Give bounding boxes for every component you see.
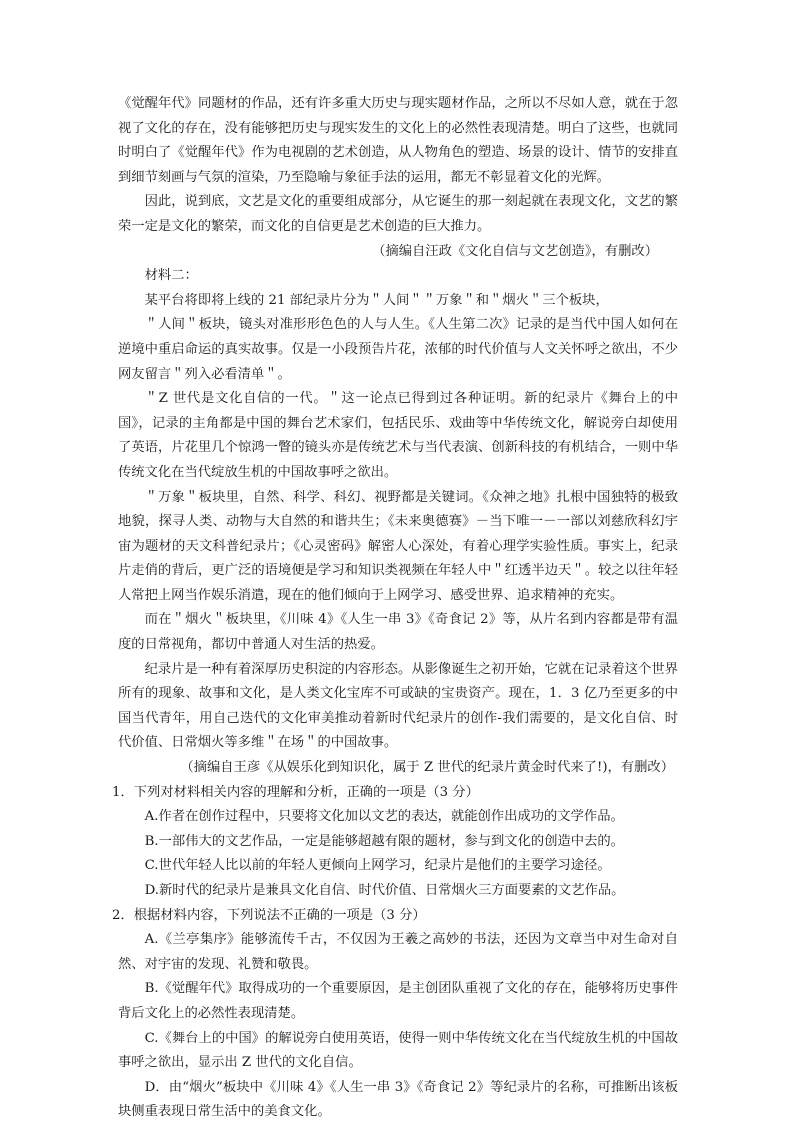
material2-paragraph: ＂万象＂板块里，自然、科学、科幻、视野都是关键词。《众神之地》扎根中国独特的极致地貌，探寻人类、动物与大自然的和谐共生；《未来奥德赛》－当下唯一－一部以刘慈欣科幻宇宙为题材的天文科普纪录片；《心灵密码》解密人心深处，有着心理学实验性质。事实上，纪录片走俏的背后，更广泛的语境便是学习和知识类视频在年轻人中＂红透半边天＂。较之以往年轻人常把上网当作娱乐消遣，现在的他们倾向于上网学习、感受世界、追求精神的充实。	[118, 489, 678, 603]
question-2-stem: 2．根据材料内容，下列说法不正确的一项是（3 分）	[112, 907, 426, 923]
material2-paragraph: 某平台将即将上线的 21 部纪录片分为＂人间＂＂万象＂和＂烟火＂三个板块，	[144, 292, 609, 308]
material1-conclusion: 因此，说到底，文艺是文化的重要组成部分，从它诞生的那一刻起就在表现文化，文艺的繁荣一定是文化的繁荣，而文化的自信更是艺术创造的巨大推力。	[118, 194, 678, 234]
material2-paragraph: 而在＂烟火＂板块里，《川味 4》《人生一串 3》《奇食记 2》等，从片名到内容都是带有温度的日常视角，都切中普通人对生活的热爱。	[118, 612, 678, 653]
question-1-option-c: C.世代年轻人比以前的年轻人更倾向上网学习，纪录片是他们的主要学习途径。	[144, 858, 611, 874]
question-1-option-b: B.一部伟大的文艺作品，一定是能够超越有限的题材，参与到文化的创造中去的。	[144, 833, 624, 849]
question-2-option-a: A.《兰亭集序》能够流传千古，不仅因为王羲之高妙的书法，还因为文章当中对生命对自然、对宇宙的发现、礼赞和敬畏。	[118, 932, 678, 972]
material2-paragraph: 纪录片是一种有着深厚历史积淀的内容形态。从影像诞生之初开始，它就在记录着这个世界所有的现象、故事和文化，是人类文化宝库不可或缺的宝贵资产。现在，1．3 亿乃至更多的中国当代青年，用自己迭代的文化审美推动着新时代纪录片的创作-我们需要的，是文化自信、时代价值、日常烟火等多维＂在场＂的中国故事。	[118, 661, 678, 751]
question-2-option-d: D．由“烟火”板块中《川味 4》《人生一串 3》《奇食记 2》等纪录片的名称，可推断出该板块侧重表现日常生活中的美食文化。	[118, 1079, 678, 1120]
exam-page	[112, 92, 678, 1125]
material2-source: （摘编自王彦《从娱乐化到知识化，属于 Z 世代的纪录片黄金时代来了!)，有删改）	[180, 760, 674, 776]
question-2-option-c: C.《舞台上的中国》的解说旁白使用英语，使得一则中华传统文化在当代绽放生机的中国故事呼之欲出，显示出 Z 世代的文化自信。	[118, 1030, 678, 1071]
question-1-stem: 1．下列对材料相关内容的理解和分析，正确的一项是（3 分）	[112, 784, 479, 800]
question-1-option-a: A.作者在创作过程中，只要将文化加以文艺的表达，就能创作出成功的文学作品。	[144, 809, 624, 825]
material1-paragraph: 《觉醒年代》同题材的作品，还有许多重大历史与现实题材作品，之所以不尽如人意，就在于忽视了文化的存在，没有能够把历史与现实发生的文化上的必然性表现清楚。明白了这些，也就同时明白了《觉醒年代》作为电视剧的艺术创造，从人物角色的塑造、场景的设计、情节的安排直到细节刻画与气氛的渲染，乃至隐喻与象征手法的运用，都无不彰显着文化的光辉。	[118, 96, 678, 185]
material2-paragraph: ＂人间＂板块，镜头对准形形色色的人与人生。《人生第二次》记录的是当代中国人如何在逆境中重启命运的真实故事。仅是一小段预告片花，浓郁的时代价值与人文关怀呼之欲出，不少网友留言＂列入必看清单＂。	[118, 317, 678, 382]
material1-source: （摘编自汪政《文化自信与文艺创造》，有删改）	[372, 243, 658, 259]
material2-paragraph: ＂Z 世代是文化自信的一代。＂这一论点已得到过各种证明。新的纪录片《舞台上的中国》，记录的主角都是中国的舞台艺术家们，包括民乐、戏曲等中华传统文化，解说旁白却使用了英语，片花里几个惊鸿一瞥的镜头亦是传统艺术与当代表演、创新科技的有机结合，一则中华传统文化在当代绽放生机的中国故事呼之欲出。	[118, 391, 678, 480]
material2-heading: 材料二：	[144, 268, 198, 284]
question-2-option-b: B.《觉醒年代》取得成功的一个重要原因，是主创团队重视了文化的存在，能够将历史事件背后文化上的必然性表现清楚。	[118, 981, 678, 1021]
question-1-option-d: D.新时代的纪录片是兼具文化自信、时代价值、日常烟火三方面要素的文艺作品。	[144, 883, 625, 898]
